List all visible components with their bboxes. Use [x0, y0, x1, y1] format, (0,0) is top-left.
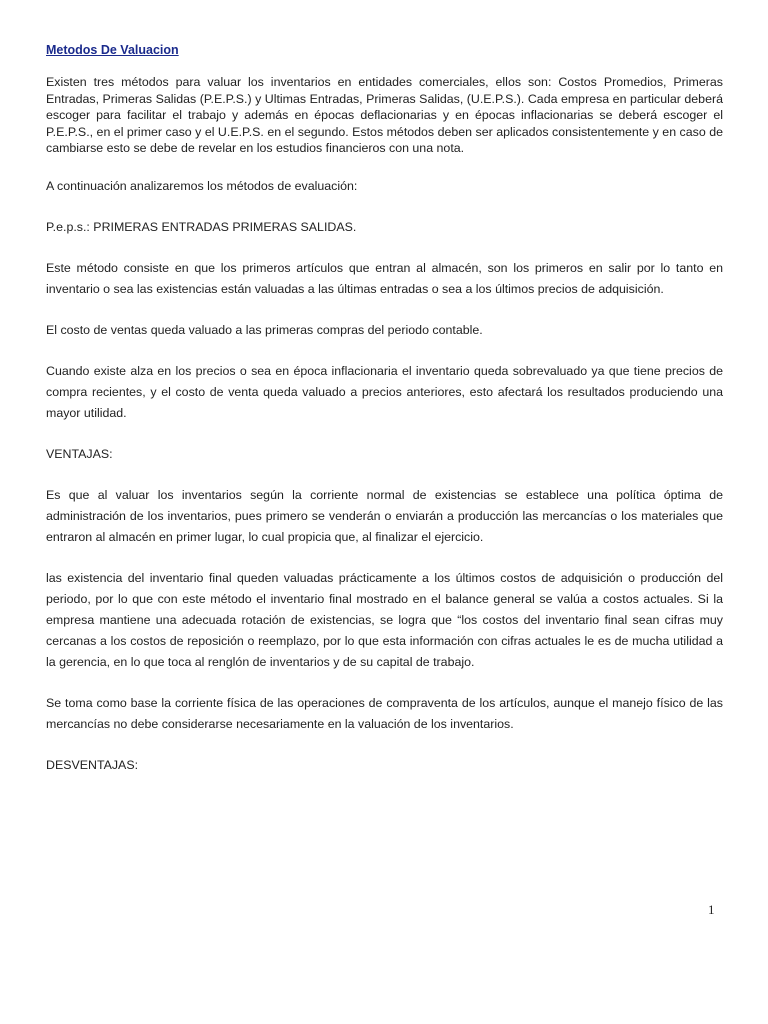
paragraph-peps-definition: Este método consiste en que los primeros artículos que entran al almacén, son los primeros en salir por lo tanto en inventario o sea las existencias están valuadas a las últimas entradas o sea a los últimos precios de adquisición. [46, 260, 723, 296]
paragraph-intro: Existen tres métodos para valuar los inventarios en entidades comerciales, ellos son: Costos Promedios, Primeras Entradas, Primeras Salidas (P.E.P.S.) y Ultimas Entradas, Primeras Salidas, (U.E.P.S.). Cada empresa en particular deberá escoger para facilitar el trabajo y además en épocas deflacionarias y en épocas inflacionarias se deberá escoger el P.E.P.S., en el primer caso y el U.E.P.S. en el segundo. Estos métodos deben ser aplicados consistentemente y en caso de cambiarse esto se debe de revelar en los estudios financieros con una nota. [46, 75, 723, 155]
section-heading-peps: P.e.p.s.: PRIMERAS ENTRADAS PRIMERAS SALIDAS. [46, 219, 357, 234]
document-title: Metodos De Valuacion [46, 43, 179, 57]
paragraph-cost-of-sales: El costo de ventas queda valuado a las primeras compras del periodo contable. [46, 322, 483, 337]
section-heading-ventajas: VENTAJAS: [46, 446, 113, 461]
section-heading-desventajas: DESVENTAJAS: [46, 757, 139, 772]
page-number: 1 [708, 902, 715, 917]
paragraph-advantage-3: Se toma como base la corriente física de las operaciones de compraventa de los artículos, aunque el manejo físico de las mercancías no debe considerarse necesariamente en la valuación de los inventarios. [46, 695, 723, 731]
paragraph-inflation: Cuando existe alza en los precios o sea en época inflacionaria el inventario queda sobrevaluado ya que tiene precios de compra recientes, y el costo de venta queda valuado a precios anteriores, esto afectará los resultados produciendo una mayor utilidad. [46, 363, 723, 420]
paragraph-analysis-intro: A continuación analizaremos los métodos de evaluación: [46, 178, 358, 193]
paragraph-advantage-1: Es que al valuar los inventarios según la corriente normal de existencias se establece una política óptima de administración de los inventarios, pues primero se venderán o enviarán a producción las mercancías o los materiales que entraron al almacén en primer lugar, lo cual propicia que, al finalizar el ejercicio. [46, 487, 723, 544]
document-page [46, 42, 723, 796]
paragraph-advantage-2: las existencia del inventario final queden valuadas prácticamente a los últimos costos de adquisición o producción del periodo, por lo que con este método el inventario final mostrado en el balance general se valúa a costos actuales. Si la empresa mantiene una adecuada rotación de existencias, se logra que “los costos del inventario final sean cifras muy cercanas a los costos de reposición o reemplazo, por lo que esta información con cifras actuales le es de mucha utilidad a la gerencia, en lo que toca al renglón de inventarios y de su capital de trabajo. [46, 570, 723, 669]
